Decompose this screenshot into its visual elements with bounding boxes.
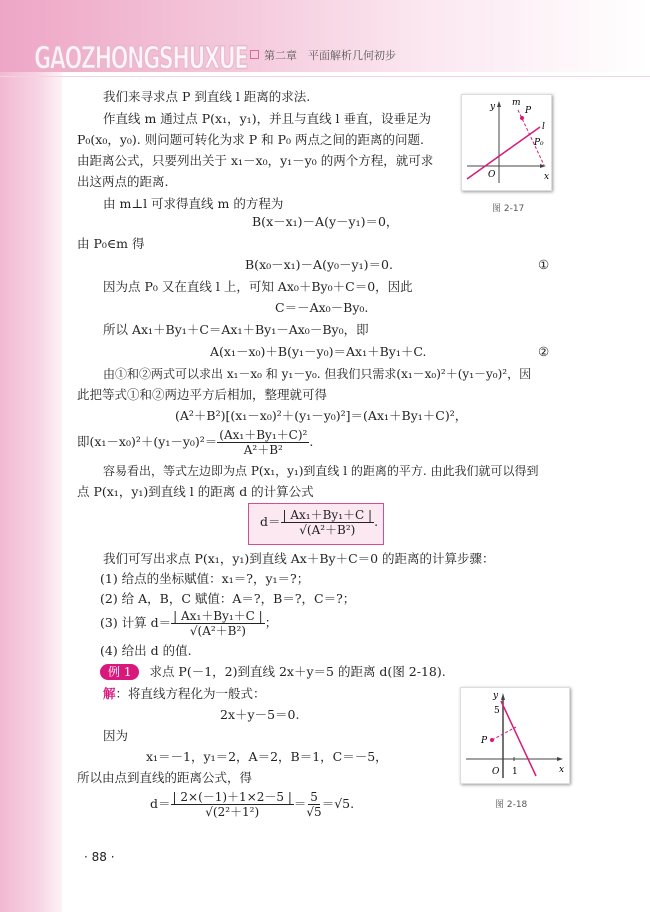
fraction <box>281 508 375 537</box>
text-line: 点 P(x₁，y₁)到直线 l 的距离 d 的计算公式 <box>77 484 314 499</box>
y-label: y <box>490 102 496 112</box>
numerator: | Ax₁＋By₁＋C | <box>282 508 373 522</box>
example-text: 求点 P(－1，2)到直线 2x＋y＝5 的距离 d(图 2-18). <box>149 664 446 679</box>
text-line: 由 m⊥l 可求得直线 m 的方程为 <box>103 196 284 211</box>
fraction <box>171 609 265 638</box>
figure-caption: 图 2-18 <box>495 800 528 810</box>
text-line: 因为点 P₀ 又在直线 l 上，可知 Ax₀＋By₀＋C＝0，因此 <box>103 279 413 294</box>
origin-label: O <box>488 170 496 180</box>
x-label: x <box>559 765 565 775</box>
denominator: √(A²＋B²) <box>299 523 356 537</box>
eq-left: 即(x₁－x₀)²＋(y₁－y₀)²＝ <box>77 434 218 449</box>
x-label: x <box>544 172 550 182</box>
equation: B(x－x₁)－A(y－y₁)＝0， <box>252 214 399 229</box>
y-arrow-icon <box>497 101 501 107</box>
figure-2-18 <box>460 687 570 784</box>
m-label: m <box>512 98 521 108</box>
fraction <box>217 428 309 457</box>
origin-label: O <box>492 767 500 777</box>
text-line: 作直线 m 通过点 P(x₁，y₁)，并且与直线 l 垂直，设垂足为 <box>103 111 432 126</box>
text-line: 由距离公式，只要列出关于 x₁－x₀，y₁－y₀ 的两个方程，就可求 <box>77 153 434 168</box>
figure-caption: 图 2-17 <box>492 204 525 214</box>
step: (4) 给出 d 的值. <box>100 643 192 658</box>
solution-text: ：将直线方程化为一般式： <box>115 686 266 701</box>
margin-strip <box>0 0 62 912</box>
denominator: √5 <box>306 805 322 819</box>
page-number: · 88 · <box>84 850 115 864</box>
y-intercept-label: 5 <box>494 706 500 716</box>
equation-number: ① <box>538 257 550 272</box>
eq-end: . <box>374 514 379 529</box>
denominator: √(A²＋B²) <box>189 624 246 638</box>
y-label: y <box>493 691 499 701</box>
figure-2-17 <box>461 94 552 191</box>
text-line: 我们可写出求点 P(x₁，y₁)到直线 Ax＋By＋C＝0 的距离的计算步骤： <box>103 551 495 566</box>
numerator: 5 <box>310 790 318 804</box>
eq-left: (3) 计算 d＝ <box>100 615 172 630</box>
equation: C＝－Ax₀－By₀. <box>275 300 369 315</box>
equation <box>150 790 354 819</box>
step: (1) 给点的坐标赋值：x₁＝?，y₁＝?； <box>100 571 310 586</box>
text-line: 所以 Ax₁＋By₁＋C＝Ax₁＋By₁－Ax₀－By₀，即 <box>103 322 369 337</box>
equation: B(x₀－x₁)－A(y₀－y₁)＝0. <box>245 257 393 272</box>
eq-end: . <box>309 434 314 449</box>
series-logo: GAOZHONGSHUXUE <box>34 40 248 76</box>
solution-line <box>103 686 266 702</box>
chapter-label: 第二章 平面解析几何初步 <box>264 49 396 62</box>
chapter-title <box>250 47 396 63</box>
header-divider <box>0 76 650 77</box>
point-p <box>490 738 494 742</box>
equation: 2x＋y－5＝0. <box>220 707 300 722</box>
x-arrow-icon <box>557 757 563 761</box>
equation-number: ② <box>538 344 550 359</box>
y-arrow-icon <box>501 693 505 700</box>
denominator: √(2²＋1²) <box>205 805 260 819</box>
text-line: 我们来寻求点 P 到直线 l 距离的求法. <box>103 89 311 104</box>
fraction <box>306 790 321 819</box>
x-tick-label: 1 <box>512 767 518 777</box>
text-line: 由 P₀∈m 得 <box>77 236 145 251</box>
eq-end: ＝√5. <box>321 796 355 811</box>
line-l <box>467 127 540 179</box>
equation: (A²＋B²)[(x₁－x₀)²＋(y₁－y₀)²]＝(Ax₁＋By₁＋C)²， <box>175 408 468 423</box>
numerator: | 2×(－1)＋1×2－5 | <box>172 790 292 804</box>
step: (2) 给 A，B，C 赋值：A＝?，B＝?，C＝?； <box>100 591 356 606</box>
eq-left: d＝ <box>260 514 281 529</box>
numerator: | Ax₁＋By₁＋C | <box>173 609 263 623</box>
text-line: P₀(x₀，y₀). 则问题可转化为求 P 和 P₀ 两点之间的距离的问题. <box>77 132 424 147</box>
denominator: A²＋B² <box>243 443 283 457</box>
square-bullet-icon <box>250 50 259 59</box>
l-label: l <box>542 122 545 132</box>
eq-mid: ＝ <box>293 796 307 811</box>
equation: x₁＝－1，y₁＝2，A＝2，B＝1，C＝－5， <box>146 749 388 764</box>
x-arrow-icon <box>540 164 546 168</box>
line-2x-y-5 <box>501 701 536 776</box>
text-line: 容易看出，等式左边即为点 P(x₁，y₁)到直线 l 的距离的平方. 由此我们就可以得到 <box>103 464 539 478</box>
text-line: 所以由点到直线的距离公式，得 <box>77 770 253 785</box>
text-line: 由①和②两式可以求出 x₁－x₀ 和 y₁－y₀. 但我们只需求(x₁－x₀)²＋(y₁－y₀)²，因 <box>103 367 532 381</box>
figure-2-17-plot <box>462 95 551 190</box>
p-label: P <box>525 106 532 116</box>
text-line: 出这两点的距离. <box>77 174 169 189</box>
text-line: 因为 <box>103 728 129 743</box>
point-p <box>520 116 524 120</box>
equation: A(x₁－x₀)＋B(y₁－y₀)＝Ax₁＋By₁＋C. <box>210 344 427 359</box>
figure-2-18-plot <box>461 688 569 783</box>
example-badge: 例 1 <box>100 664 139 680</box>
text-line: 此把等式①和②两边平方后相加，整理就可得 <box>77 387 328 402</box>
distance-formula <box>260 508 378 537</box>
equation <box>77 428 313 457</box>
p0-label: P₀ <box>534 138 544 148</box>
p-label: P <box>481 736 488 746</box>
numerator: (Ax₁＋By₁＋C)² <box>219 428 308 442</box>
step <box>100 609 277 638</box>
solution-label: 解 <box>103 686 116 701</box>
perpendicular <box>492 727 516 740</box>
eq-end: ； <box>264 615 278 630</box>
fraction <box>171 790 294 819</box>
eq-left: d＝ <box>150 796 171 811</box>
example-line <box>100 664 446 680</box>
